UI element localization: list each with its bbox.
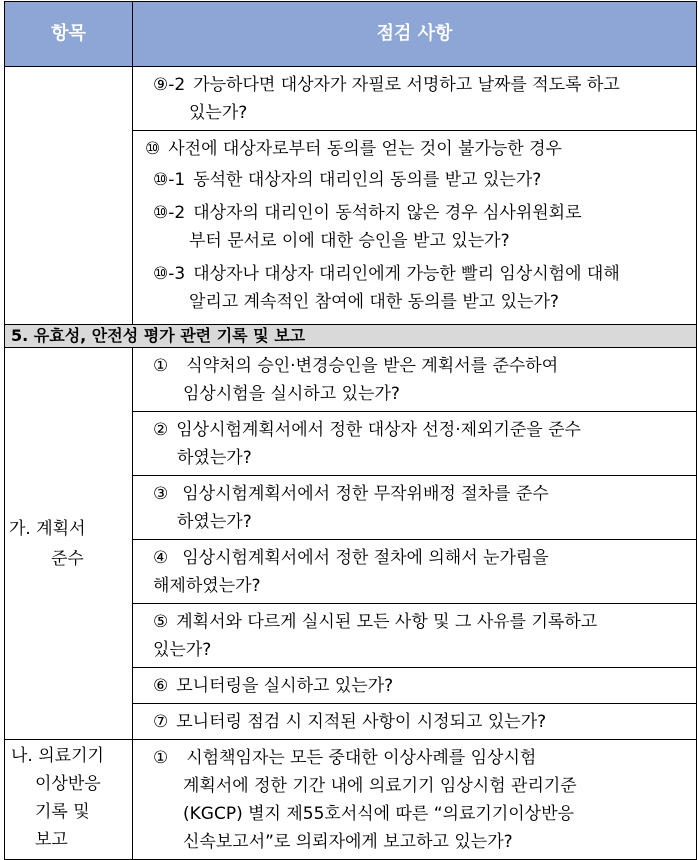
item-text: 식약처의 승인·변경승인을 받은 계획서를 준수하여 [186, 356, 559, 376]
item-number: ⑩-1 [153, 170, 186, 190]
list-item [133, 131, 697, 325]
item-text-cont: 부터 문서로 이에 대한 승인을 받고 있는가? [189, 231, 510, 251]
header-row [5, 2, 697, 67]
item-text: 동석한 대상자의 대리인의 동의를 받고 있는가? [193, 170, 542, 190]
category-label: 가. 계획서 [9, 518, 86, 539]
list-item [133, 412, 697, 476]
item-text: 대상자의 대리인이 동석하지 않은 경우 심사위원회로 [193, 203, 582, 223]
item-text-cont: 해제하였는가? [153, 576, 261, 596]
item-number: ⑨-2 [153, 75, 186, 95]
category-label-cont: 준수 [51, 548, 84, 569]
category-cell-na [5, 740, 133, 860]
empty-category-cell [5, 67, 133, 325]
consent-block-row [5, 67, 697, 131]
item-text: 가능하다면 대상자가 자필로 서명하고 날짜를 적도록 하고 [193, 75, 620, 95]
item-number: ⑩-3 [153, 264, 186, 284]
item-number: ⑤ [153, 612, 169, 632]
category-label-cont: 기록 및 [35, 802, 90, 822]
list-item [133, 67, 697, 131]
checklist-table [4, 1, 697, 860]
list-item [133, 740, 697, 860]
item-text: 대상자나 대상자 대리인에게 가능한 빨리 임상시험에 대해 [193, 264, 620, 284]
item-number: ⑩ [145, 139, 161, 159]
na-row-1 [5, 740, 697, 860]
item-text-cont: 있는가? [189, 103, 248, 123]
item-text-cont: 알리고 계속적인 참여에 대한 동의를 받고 있는가? [189, 292, 559, 312]
item-text: 모니터링을 실시하고 있는가? [176, 676, 394, 696]
item-number: ⑩-2 [153, 203, 186, 223]
section-header-row [5, 325, 697, 348]
item-text: 모니터링 점검 시 지적된 사항이 시정되고 있는가? [176, 712, 547, 732]
ga-row-1 [5, 348, 697, 412]
item-number: ⑦ [153, 712, 169, 732]
item-text: 사전에 대상자로부터 동의를 얻는 것이 불가능한 경우 [168, 139, 562, 159]
item-text-cont: 임상시험을 실시하고 있는가? [183, 384, 400, 404]
item-text: 임상시험계획서에서 정한 절차에 의해서 눈가림을 [182, 548, 549, 568]
item-number: ④ [153, 548, 169, 568]
item-text-cont: 신속보고서”로 의뢰자에게 보고하고 있는가? [183, 832, 513, 852]
list-item [133, 668, 697, 704]
list-item [133, 348, 697, 412]
list-item [133, 604, 697, 668]
list-item [133, 704, 697, 740]
header-check: 점검 사항 [133, 2, 697, 67]
item-text: 시험책임자는 모든 중대한 이상사례를 임상시험 [186, 748, 537, 768]
list-item [133, 476, 697, 540]
header-item: 항목 [5, 2, 133, 67]
item-number: ③ [153, 484, 169, 504]
item-text: 계획서와 다르게 실시된 모든 사항 및 그 사유를 기록하고 [176, 612, 598, 632]
item-number: ② [153, 420, 169, 440]
category-label-cont: 이상반응 [35, 774, 101, 794]
category-label-cont: 보고 [35, 830, 68, 850]
category-label: 나. 의료기기 [11, 746, 104, 766]
item-number: ① [153, 356, 169, 376]
category-cell-ga [5, 348, 133, 740]
item-text: 임상시험계획서에서 정한 대상자 선정·제외기준을 준수 [176, 420, 581, 440]
item-text-cont: (KGCP) 별지 제55호서식에 따른 “의료기기이상반응 [183, 804, 574, 824]
item-text-cont: 하였는가? [177, 448, 252, 468]
item-text: 임상시험계획서에서 정한 무작위배정 절차를 준수 [182, 484, 549, 504]
section-title: 5. 유효성, 안전성 평가 관련 기록 및 보고 [5, 325, 697, 348]
item-number: ⑥ [153, 676, 169, 696]
item-text-cont: 계획서에 정한 기간 내에 의료기기 임상시험 관리기준 [183, 776, 577, 796]
item-text-cont: 있는가? [153, 640, 212, 660]
item-text-cont: 하였는가? [177, 512, 252, 532]
item-number: ① [153, 748, 169, 768]
list-item [133, 540, 697, 604]
